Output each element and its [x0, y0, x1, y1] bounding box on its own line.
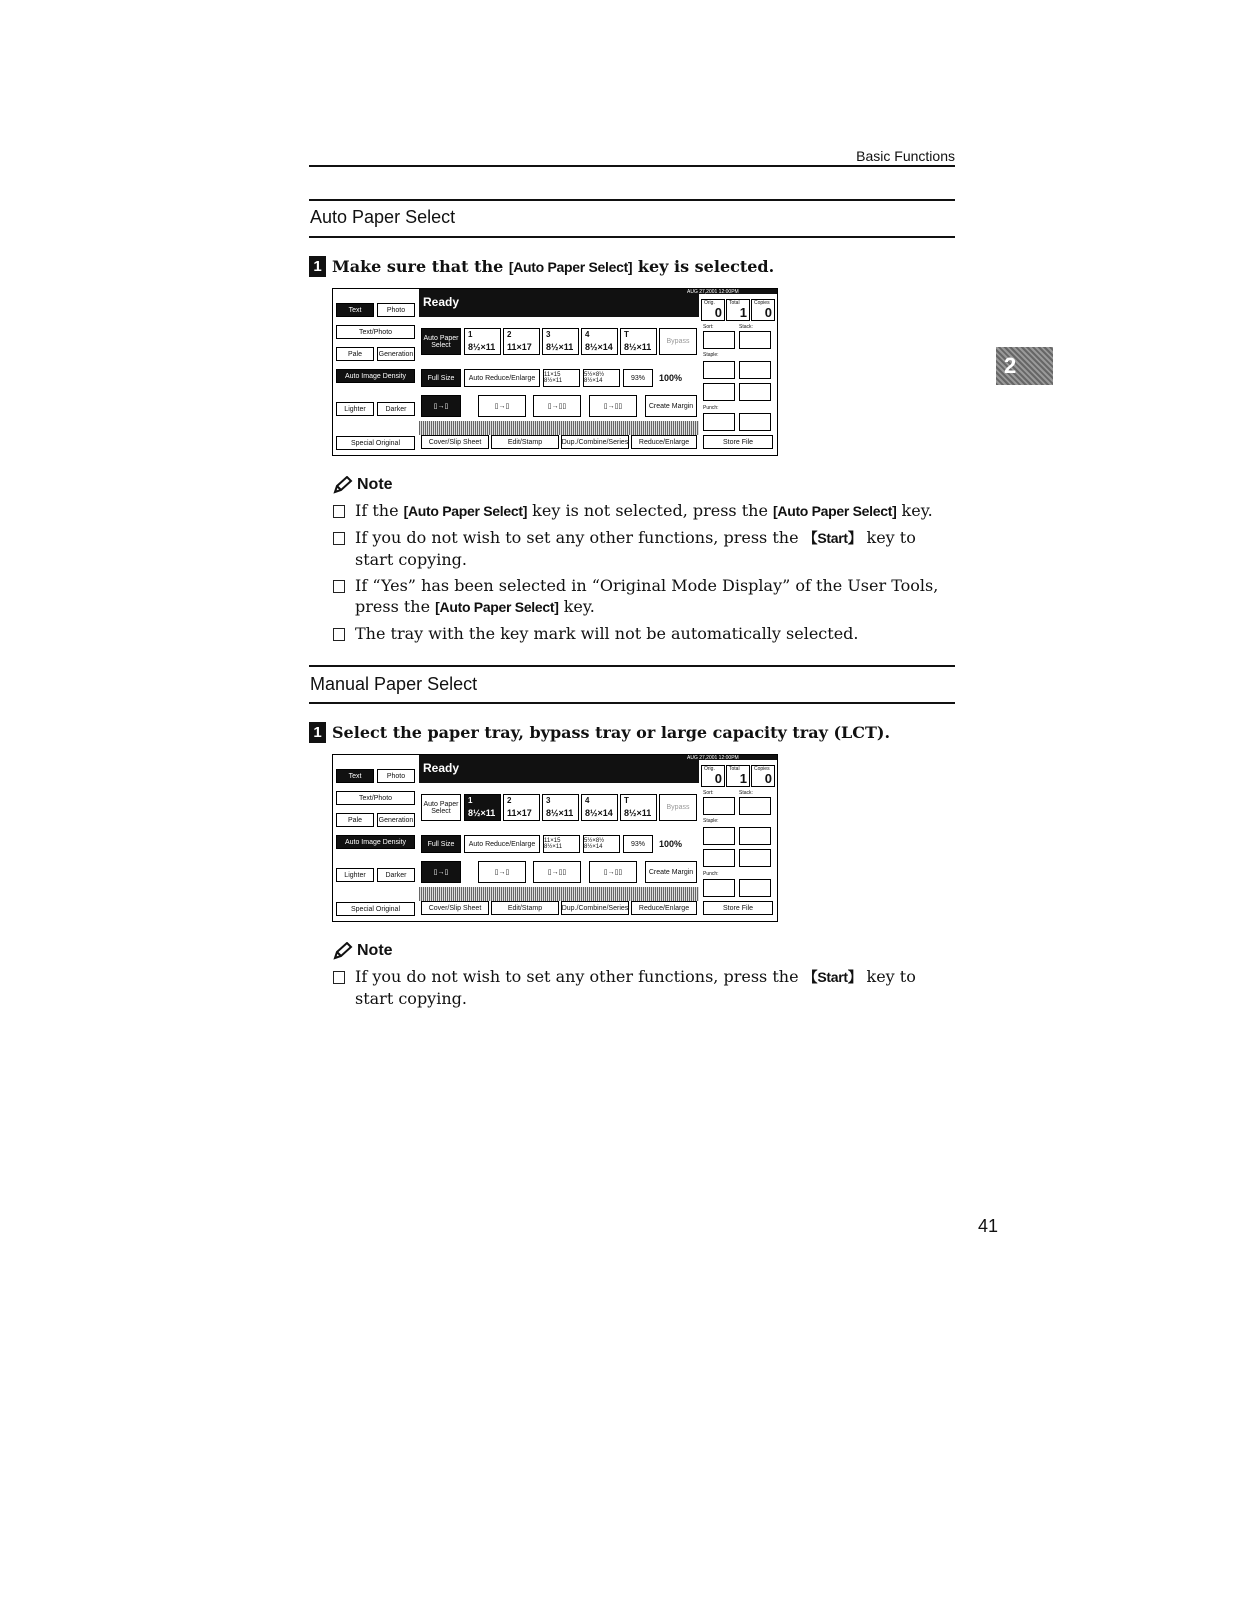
status-text: Ready — [423, 761, 460, 775]
tray-4: 4 8½×14 — [581, 794, 618, 821]
section-title: Auto Paper Select — [310, 207, 456, 227]
auto-reduce-enlarge-button: Auto Reduce/Enlarge — [464, 369, 540, 387]
status-text: Ready — [423, 295, 460, 309]
photo-mode-button: Photo — [377, 303, 415, 317]
section-rule-top — [309, 199, 955, 201]
total-counter: Total 1 — [726, 299, 750, 321]
total-counter: Total 1 — [726, 765, 750, 787]
date-display: AUG 27,2001 12:00PM — [687, 289, 777, 294]
store-file-button: Store File — [703, 901, 773, 915]
full-size-button: Full Size — [421, 835, 461, 853]
ratio-button-3: 93% — [623, 369, 653, 387]
staple-label: Staple: — [703, 352, 719, 358]
tray-1: 1 8½×11 — [464, 794, 501, 821]
auto-reduce-enlarge-button: Auto Reduce/Enlarge — [464, 835, 540, 853]
duplex-2to2-button: ▯→▯ — [478, 395, 526, 417]
text-mode-button: Text — [336, 303, 374, 317]
sort-icon — [703, 797, 735, 815]
textphoto-mode-button: Text/Photo — [336, 791, 415, 805]
dup-combine-series-tab: Dup./Combine/Series — [561, 901, 629, 915]
date-display: AUG 27,2001 12:00PM — [687, 755, 777, 760]
orig-counter: Orig. 0 — [701, 765, 725, 787]
stack-icon — [739, 797, 771, 815]
darker-button: Darker — [377, 402, 415, 416]
cover-slip-sheet-tab: Cover/Slip Sheet — [421, 901, 489, 915]
duplex-1to2-button: ▯→▯ — [421, 861, 461, 883]
reduce-enlarge-tab: Reduce/Enlarge — [631, 435, 697, 449]
key-label: [Auto Paper Select] — [508, 259, 633, 275]
staple-right-icon — [739, 827, 771, 845]
sort-icon — [703, 331, 735, 349]
edit-stamp-tab: Edit/Stamp — [491, 435, 559, 449]
punch-label: Punch: — [703, 405, 719, 411]
auto-paper-select-button: Auto Paper Select — [421, 328, 461, 355]
checkbox-bullet-icon — [333, 532, 345, 545]
create-margin-button: Create Margin — [645, 861, 697, 883]
header-rule — [309, 165, 955, 167]
note-item: If you do not wish to set any other functions, press the 【Start】 key to start copying. — [333, 966, 955, 1009]
auto-paper-select-button: Auto Paper Select — [421, 794, 461, 821]
combine-1to2-button: ▯→▯▯ — [533, 861, 581, 883]
note-item: If “Yes” has been selected in “Original Mode Display” of the User Tools, press the [Auto Paper Select] key. — [333, 575, 955, 618]
photo-mode-button: Photo — [377, 769, 415, 783]
chapter-tab: 2 — [996, 347, 1053, 385]
duplex-2to2-button: ▯→▯ — [478, 861, 526, 883]
orig-counter: Orig. 0 — [701, 299, 725, 321]
stack-label: Stack: — [739, 324, 753, 330]
note-heading: Note — [333, 942, 393, 960]
step-instruction: 1 Make sure that the [Auto Paper Select] key is selected. — [309, 256, 774, 277]
punch-top-icon — [739, 879, 771, 897]
note-item: The tray with the key mark will not be automatically selected. — [333, 623, 955, 644]
ratio-button-2: 5½×8½ 8½×14 — [583, 369, 620, 387]
store-file-button: Store File — [703, 435, 773, 449]
tray-t: T 8½×11 — [620, 794, 657, 821]
darker-button: Darker — [377, 868, 415, 882]
generation-mode-button: Generation — [377, 347, 415, 361]
stack-label: Stack: — [739, 790, 753, 796]
lighter-button: Lighter — [336, 402, 374, 416]
tray-t: T 8½×11 — [620, 328, 657, 355]
hatch-bar — [419, 421, 699, 435]
note-item: If you do not wish to set any other functions, press the 【Start】 key to start copying. — [333, 527, 955, 570]
sort-label: Sort: — [703, 790, 714, 796]
combine-2to4-button: ▯→▯▯ — [589, 395, 637, 417]
ratio-button-3: 93% — [623, 835, 653, 853]
step-number: 1 — [309, 722, 326, 743]
copies-counter: Copies 0 — [751, 299, 775, 321]
punch-left-icon — [703, 413, 735, 431]
tray-1: 1 8½×11 — [464, 328, 501, 355]
tray-4: 4 8½×14 — [581, 328, 618, 355]
current-ratio: 100% — [659, 839, 683, 849]
reduce-enlarge-tab: Reduce/Enlarge — [631, 901, 697, 915]
tray-3: 3 8½×11 — [542, 328, 579, 355]
pale-mode-button: Pale — [336, 813, 374, 827]
textphoto-mode-button: Text/Photo — [336, 325, 415, 339]
tray-2: 2 11×17 — [503, 328, 540, 355]
staple-top-icon — [739, 849, 771, 867]
staple-top-icon — [739, 383, 771, 401]
tray-3: 3 8½×11 — [542, 794, 579, 821]
bypass-tray-button: Bypass — [659, 794, 697, 821]
step-number: 1 — [309, 256, 326, 277]
copies-counter: Copies 0 — [751, 765, 775, 787]
sort-label: Sort: — [703, 324, 714, 330]
step-instruction: 1 Select the paper tray, bypass tray or large capacity tray (LCT). — [309, 722, 890, 743]
staple-double-icon — [703, 849, 735, 867]
edit-stamp-tab: Edit/Stamp — [491, 901, 559, 915]
staple-double-icon — [703, 383, 735, 401]
status-bar — [419, 289, 699, 317]
pencil-icon — [333, 476, 353, 494]
bypass-tray-button: Bypass — [659, 328, 697, 355]
staple-right-icon — [739, 361, 771, 379]
auto-image-density-button: Auto Image Density — [336, 835, 415, 849]
checkbox-bullet-icon — [333, 971, 345, 984]
pencil-icon — [333, 942, 353, 960]
note-heading: Note — [333, 476, 393, 494]
hatch-bar — [419, 887, 699, 901]
staple-left-icon — [703, 361, 735, 379]
punch-top-icon — [739, 413, 771, 431]
section-rule-top — [309, 665, 955, 667]
staple-left-icon — [703, 827, 735, 845]
lighter-button: Lighter — [336, 868, 374, 882]
punch-left-icon — [703, 879, 735, 897]
auto-image-density-button: Auto Image Density — [336, 369, 415, 383]
tray-2: 2 11×17 — [503, 794, 540, 821]
cover-slip-sheet-tab: Cover/Slip Sheet — [421, 435, 489, 449]
pale-mode-button: Pale — [336, 347, 374, 361]
duplex-1to2-button: ▯→▯ — [421, 395, 461, 417]
generation-mode-button: Generation — [377, 813, 415, 827]
checkbox-bullet-icon — [333, 505, 345, 518]
punch-label: Punch: — [703, 871, 719, 877]
note-item: If the [Auto Paper Select] key is not selected, press the [Auto Paper Select] key. — [333, 500, 955, 522]
status-bar — [419, 755, 699, 783]
staple-label: Staple: — [703, 818, 719, 824]
combine-2to4-button: ▯→▯▯ — [589, 861, 637, 883]
running-header: Basic Functions — [856, 148, 955, 164]
combine-1to2-button: ▯→▯▯ — [533, 395, 581, 417]
text-mode-button: Text — [336, 769, 374, 783]
copier-panel-screenshot — [332, 754, 778, 922]
ratio-button-2: 5½×8½ 8½×14 — [583, 835, 620, 853]
special-original-button: Special Original — [336, 902, 415, 916]
section-rule-bottom — [309, 236, 955, 238]
checkbox-bullet-icon — [333, 628, 345, 641]
special-original-button: Special Original — [336, 436, 415, 450]
page-number: 41 — [978, 1216, 999, 1236]
full-size-button: Full Size — [421, 369, 461, 387]
checkbox-bullet-icon — [333, 580, 345, 593]
create-margin-button: Create Margin — [645, 395, 697, 417]
section-title: Manual Paper Select — [310, 674, 478, 694]
section-rule-bottom — [309, 702, 955, 704]
copier-panel-screenshot — [332, 288, 778, 456]
ratio-button-1: 11×15 8½×11 — [543, 369, 580, 387]
ratio-button-1: 11×15 8½×11 — [543, 835, 580, 853]
current-ratio: 100% — [659, 373, 683, 383]
dup-combine-series-tab: Dup./Combine/Series — [561, 435, 629, 449]
stack-icon — [739, 331, 771, 349]
